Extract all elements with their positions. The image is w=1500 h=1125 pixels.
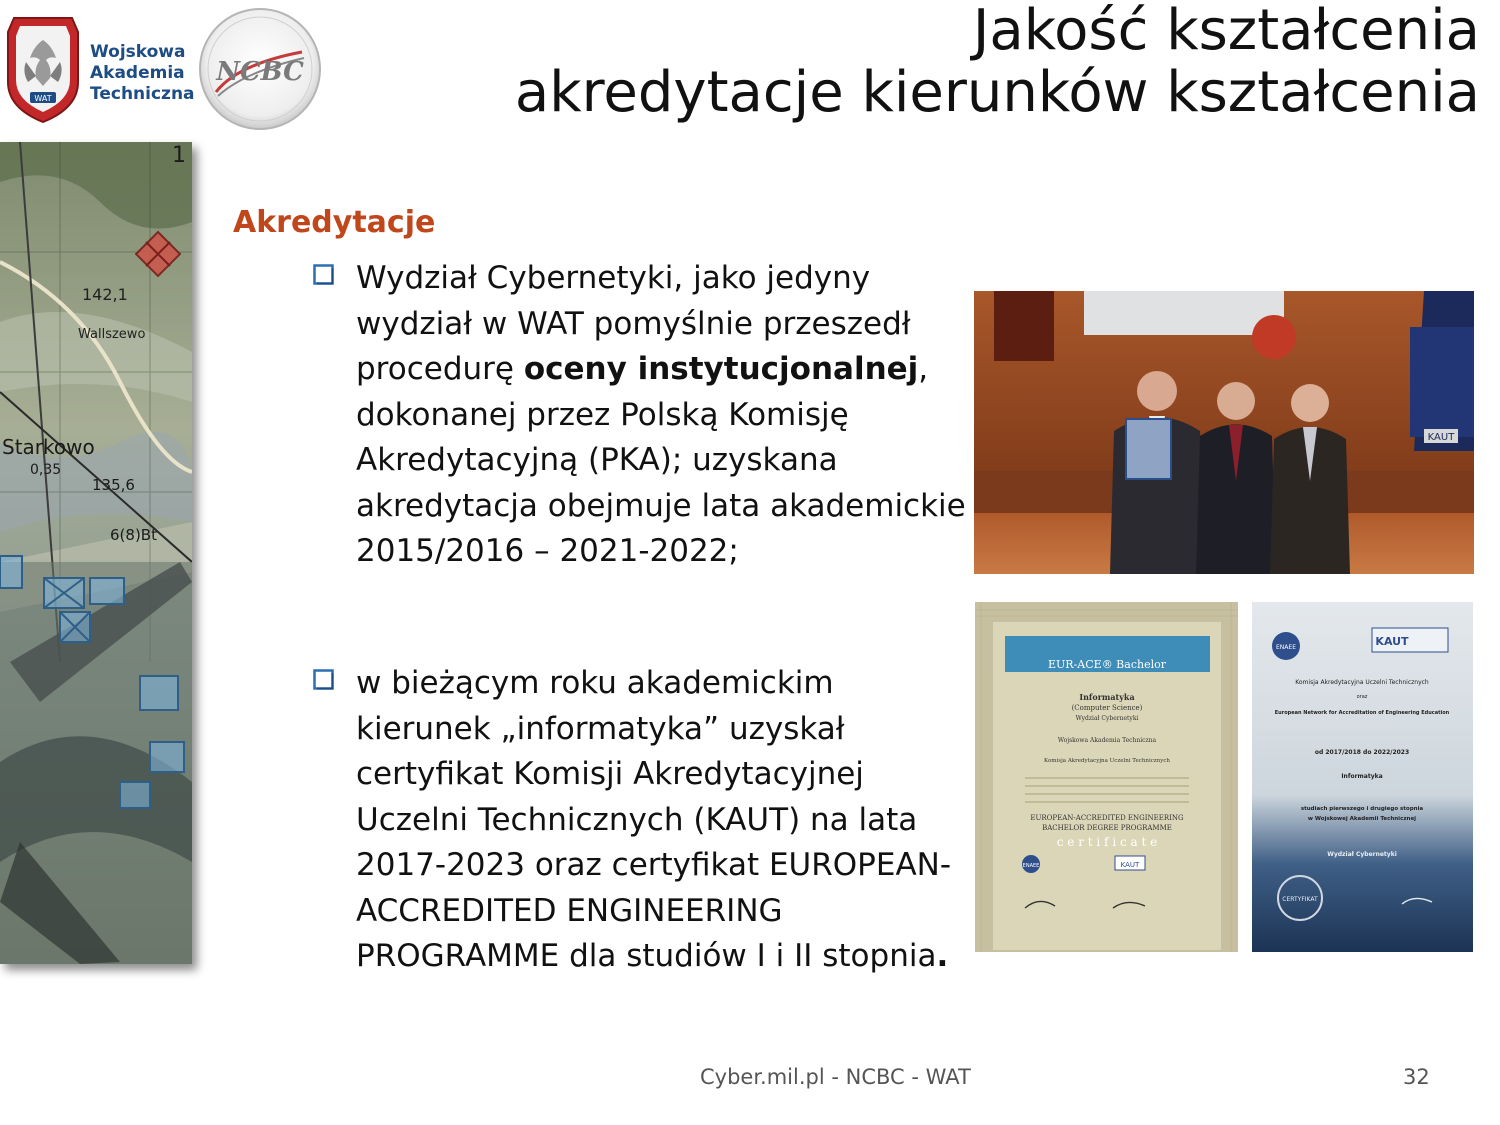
svg-text:WAT: WAT <box>34 94 52 103</box>
certificate-line: (Computer Science) <box>1071 704 1143 712</box>
certificate-line: oraz <box>1356 694 1368 700</box>
certificate-line: Komisja Akredytacyjna Uczelni Technicznych <box>1044 758 1170 764</box>
certificate-line: Wojskowa Akademia Techniczna <box>1057 737 1157 744</box>
kaut-logo: KAUT <box>1120 861 1140 869</box>
page-title <box>515 0 1480 124</box>
map-label: 135,6 <box>92 476 135 494</box>
certificate-header: EUR-ACE® Bachelor <box>1048 658 1166 671</box>
bullet-text-part: w bieżącym roku akademickim kierunek „informatyka” uzyskał certyfikat Komisji Akredytacyjnej Uczelni Technicznych (KAUT) na lata 2017-2023 oraz certyfikat EUROPEAN-ACCREDITED ENGINEERING PROGRAMME dla studiów I i II stopnia <box>356 665 952 974</box>
title-line-1: Jakość kształcenia <box>972 0 1480 63</box>
ncbc-emblem-icon <box>194 6 326 132</box>
kaut-logo: KAUT <box>1375 635 1409 648</box>
eurace-certificate-photo <box>975 602 1238 952</box>
map-label: Wallszewo <box>78 327 146 342</box>
banner-label: KAUT <box>1427 432 1455 443</box>
checkbox-bullet-icon <box>313 669 334 690</box>
map-label: Starkowo <box>2 435 95 459</box>
certificate-line: od 2017/2018 do 2022/2023 <box>1314 749 1410 756</box>
certificate-line: EUROPEAN-ACCREDITED ENGINEERING <box>1030 814 1184 822</box>
enaee-logo: ENAEE <box>1022 863 1040 869</box>
wat-crest-icon <box>4 12 82 124</box>
bullet-text-part: Wydział Cybernetyki, jako jedyny wydział w WAT pomyślnie przeszedł procedurę <box>356 260 911 387</box>
svg-text:NCBC: NCBC <box>216 57 304 87</box>
bold-phrase: . <box>936 938 949 974</box>
bold-phrase: oceny instytucjonalnej <box>523 351 919 387</box>
bullet-text <box>356 256 976 575</box>
certificate-line: studiach pierwszego i drugiego stopnia <box>1300 806 1424 812</box>
list-item <box>313 661 973 1041</box>
logo-text-line: Akademia <box>90 63 185 83</box>
checkbox-bullet-icon <box>313 264 334 285</box>
wat-logo-text <box>90 42 195 105</box>
map-label: 142,1 <box>82 285 128 304</box>
enaee-logo: ENAEE <box>1276 644 1296 651</box>
certificate-line: w Wojskowej Akademii Technicznej <box>1307 816 1417 822</box>
list-item <box>313 256 973 636</box>
title-line-2: akredytacje kierunków kształcenia <box>514 60 1480 125</box>
page-number: 32 <box>1403 1065 1430 1089</box>
map-label: 1 <box>172 143 186 168</box>
certificate-line: c e r t i f i c a t e <box>1056 835 1158 849</box>
certificate-line: BACHELOR DEGREE PROGRAMME <box>1042 824 1172 832</box>
certificate-line: European Network for Accreditation of Engineering Education <box>1274 710 1450 716</box>
award-ceremony-photo <box>974 291 1474 574</box>
certificate-line: Komisja Akredytacyjna Uczelni Technicznych <box>1295 679 1429 686</box>
certificate-line: Informatyka <box>1079 692 1135 702</box>
map-label: 0,35 <box>30 462 62 478</box>
wat-logo <box>0 8 200 128</box>
bullet-text <box>356 661 976 980</box>
certificate-line: Informatyka <box>1341 773 1383 780</box>
ncbc-logo <box>194 6 326 132</box>
certificate-line: Wydział Cybernetyki <box>1327 851 1397 858</box>
certificate-stamp: CERTYFIKAT <box>1282 896 1318 903</box>
kaut-certificate-photo <box>1252 602 1473 952</box>
footer-text: Cyber.mil.pl - NCBC - WAT <box>700 1065 971 1089</box>
military-map-image <box>0 142 192 964</box>
certificate-line: Wydział Cybernetyki <box>1075 715 1139 722</box>
bullet-text-part: , dokonanej przez Polską Komisję Akredytacyjną (PKA); uzyskana akredytacja obejmuje lata akademickie 2015/2016 – 2021-2022; <box>356 351 966 569</box>
section-heading: Akredytacje <box>233 205 436 240</box>
logo-text-line: Techniczna <box>90 84 195 104</box>
logo-text-line: Wojskowa <box>90 42 186 62</box>
map-label: 6(8)Bt <box>110 526 157 544</box>
